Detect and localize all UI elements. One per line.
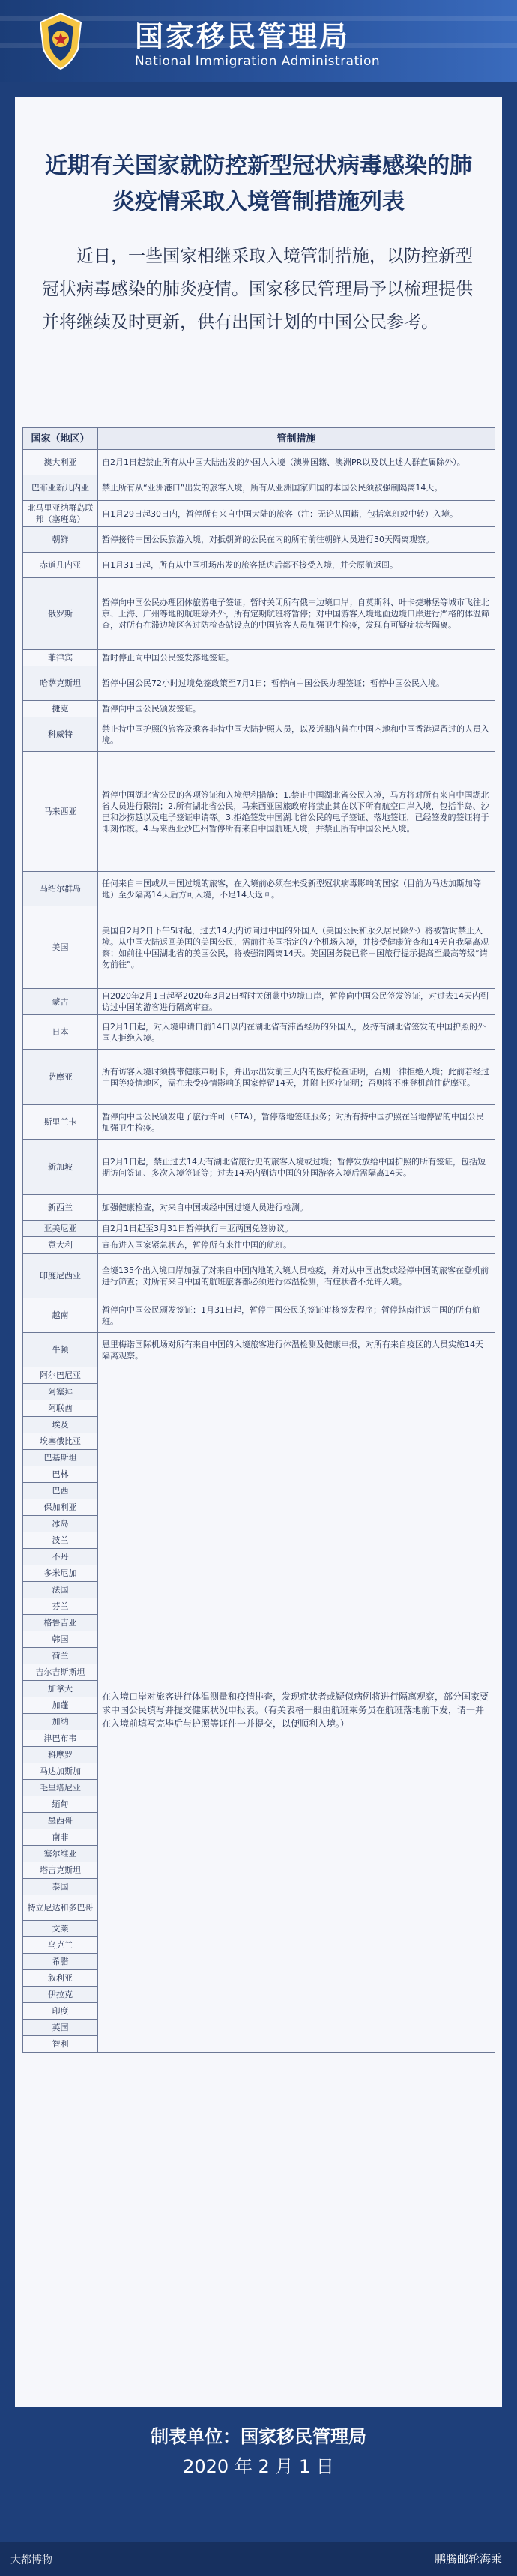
- table-row: [23, 666, 495, 701]
- table-row: [23, 752, 495, 872]
- bottom-bar: [0, 2542, 517, 2576]
- watermark-left: 大都博物: [10, 2554, 52, 2566]
- country-cell: 智利: [23, 2036, 98, 2053]
- measure-cell: 暂停向中国公民办理团体旅游电子签证；暂时关闭所有俄中边境口岸；自莫斯科、叶卡捷琳堡等城市飞往北京、上海、广州等地的航班除外外，所有定期航班将暂停；对中国游客入境地面边境口岸进行严格的体温筛查，对所有在滞边境区各过防检查站设点的中国旅客人员加强卫生检疫，发现有可疑症状者隔离。: [98, 578, 495, 650]
- measure-cell: 宣布进入国家紧急状态，暂停所有来往中国的航班。: [98, 1237, 495, 1254]
- country-cell: 希腊: [23, 1954, 98, 1970]
- country-cell: 萨摩亚: [23, 1050, 98, 1105]
- country-cell: 阿联酋: [23, 1400, 98, 1417]
- country-cell: 日本: [23, 1015, 98, 1050]
- measure-cell: 暂停向中国公民颁发签证。: [98, 701, 495, 717]
- country-cell: 南非: [23, 1829, 98, 1846]
- document-panel: [15, 97, 502, 2407]
- country-cell: 加蓬: [23, 1697, 98, 1714]
- country-cell: 朝鲜: [23, 527, 98, 553]
- intro-paragraph: 近日，一些国家相继采取入境管制措施，以防控新型冠状病毒感染的肺炎疫情。国家移民管理局予以梳理提供并将继续及时更新，供有出国计划的中国公民参考。: [42, 247, 473, 332]
- country-cell: 津巴布韦: [23, 1730, 98, 1747]
- footer: [0, 2422, 517, 2482]
- country-cell: 菲律宾: [23, 650, 98, 666]
- measure-cell: 加强健康检查，对来自中国或经中国过境人员进行检测。: [98, 1195, 495, 1221]
- country-cell: 阿尔巴尼亚: [23, 1367, 98, 1384]
- country-cell: 斯里兰卡: [23, 1105, 98, 1140]
- table-row: [23, 872, 495, 906]
- banner-subtitle: National Immigration Administration: [135, 54, 381, 69]
- country-cell: 芬兰: [23, 1598, 98, 1615]
- country-cell: 保加利亚: [23, 1499, 98, 1516]
- table-row: [23, 1298, 495, 1333]
- measures-table: [22, 427, 495, 2053]
- measure-cell: 暂时停止向中国公民签发落地签证。: [98, 650, 495, 666]
- country-cell: 塔吉克斯坦: [23, 1862, 98, 1879]
- measure-cell: 暂停接待中国公民旅游入境，对抵朝鲜的公民在内的所有前往朝鲜人员进行30天隔离观察。: [98, 527, 495, 553]
- country-cell: 波兰: [23, 1532, 98, 1549]
- country-cell: 新西兰: [23, 1195, 98, 1221]
- country-cell: 捷克: [23, 701, 98, 717]
- country-cell: 印度尼西亚: [23, 1254, 98, 1298]
- table-row: [23, 989, 495, 1015]
- table-row: [23, 1221, 495, 1237]
- country-cell: 科威特: [23, 717, 98, 752]
- table-body: [23, 450, 495, 2053]
- measure-cell: 恩里梅诺国际机场对所有来自中国的入境旅客进行体温检测及健康申报，对所有来自疫区的人员实施14天隔离观察。: [98, 1333, 495, 1367]
- country-cell: 荷兰: [23, 1648, 98, 1664]
- country-cell: 北马里亚纳群岛联邦（塞班岛）: [23, 501, 98, 527]
- country-cell: 巴西: [23, 1483, 98, 1499]
- country-cell: 哈萨克斯坦: [23, 666, 98, 701]
- country-cell: 泰国: [23, 1879, 98, 1895]
- country-cell: 澳大利亚: [23, 450, 98, 475]
- country-cell: 多米尼加: [23, 1565, 98, 1582]
- table-row: [23, 1237, 495, 1254]
- footer-unit: 制表单位：国家移民管理局: [151, 2426, 366, 2447]
- table-row: [23, 650, 495, 666]
- page-title: 近期有关国家就防控新型冠状病毒感染的肺炎疫情采取入境管制措施列表: [45, 153, 472, 215]
- country-cell: 特立尼达和多巴哥: [23, 1895, 98, 1921]
- country-cell: 韩国: [23, 1631, 98, 1648]
- country-cell: 巴基斯坦: [23, 1450, 98, 1466]
- header-banner: [0, 0, 517, 82]
- merged-measure-cell: 在入境口岸对旅客进行体温测量和疫情排查，发现症状者或疑似病例将进行隔离观察，部分国家要求中国公民填写并提交健康状况申报表。（有关表格一般由航班乘务员在航班落地前下发，请一并在入境前填写完毕后与护照等证件一并提交，以便顺利入境。）: [98, 1367, 495, 2053]
- table-row: [23, 501, 495, 527]
- country-cell: 乌克兰: [23, 1937, 98, 1954]
- table-row: [23, 450, 495, 475]
- measure-cell: 自2月1日起，禁止过去14天有湖北省旅行史的旅客入境或过境；暂停发放给中国护照的所有签证，包括短期访问签证、多次入境签证等；过去14天内到访中国的外国游客入境后需隔离14天。: [98, 1140, 495, 1195]
- measure-cell: 自2月1日起禁止所有从中国大陆出发的外国人入境（澳洲国籍、澳洲PR以及以上述人群直属除外）。: [98, 450, 495, 475]
- country-cell: 冰岛: [23, 1516, 98, 1532]
- country-cell: 新加坡: [23, 1140, 98, 1195]
- table-row: [23, 1333, 495, 1367]
- country-cell: 巴布亚新几内亚: [23, 475, 98, 501]
- measure-cell: 禁止持中国护照的旅客及乘客非持中国大陆护照人员，以及近期内曾在中国内地和中国香港逗留过的人员入境。: [98, 717, 495, 752]
- measure-cell: 暂停中国湖北省公民的各项签证和入境便利措施：1.禁止中国湖北省公民入境，马方将对所有来自中国湖北省人员进行限制；2.所有湖北省公民，马来西亚国旅政府将禁止其在以下所有航空口岸入境，包括半岛、沙巴和沙捞越以及电子签证申请等。3.拒绝签发中国湖北省公民的电子签证、落地签证，已经签发的签证将于即刻作废。4.马来西亚沙巴州暂停所有来自中国航班入境，并禁止所有中国公民入境。: [98, 752, 495, 872]
- country-cell: 法国: [23, 1582, 98, 1598]
- banner-title: 国家移民管理局: [135, 20, 351, 53]
- measure-cell: 禁止所有从“亚洲港口”出发的旅客入境，所有从亚洲国家归国的本国公民须被强制隔离14天。: [98, 475, 495, 501]
- measure-cell: 美国自2月2日下午5时起，过去14天内访问过中国的外国人（美国公民和永久居民除外）将被暂时禁止入境。从中国大陆返回美国的美国公民，需前往美国指定的7个机场入境，并接受健康筛查和14天自我隔离观察；如前往中国湖北省的美国公民，将被强制隔离14天。美国国务院已将中国旅行提示提高至最高等级“请勿前往”。: [98, 906, 495, 989]
- country-cell: 科摩罗: [23, 1747, 98, 1763]
- table-row: [23, 1367, 495, 1384]
- measure-cell: 暂停中国公民72小时过境免签政策至7月1日；暂停向中国公民办理签证；暂停中国公民入境。: [98, 666, 495, 701]
- table-row: [23, 527, 495, 553]
- country-cell: 格鲁吉亚: [23, 1615, 98, 1631]
- table-row: [23, 1254, 495, 1298]
- measure-cell: 任何来自中国或从中国过境的旅客，在入境前必须在未受新型冠状病毒影响的国家（目前为马达加斯加等地）至少隔离14天后方可入境，不足14天返回。: [98, 872, 495, 906]
- immigration-emblem-icon: [34, 10, 87, 70]
- country-cell: 蒙古: [23, 989, 98, 1015]
- country-cell: 文莱: [23, 1921, 98, 1937]
- country-cell: 吉尔吉斯斯坦: [23, 1664, 98, 1681]
- table-row: [23, 578, 495, 650]
- table-row: [23, 717, 495, 752]
- table-row: [23, 1050, 495, 1105]
- table-row: [23, 553, 495, 578]
- measure-cell: 自2月1日起至3月31日暂停执行中亚两国免签协议。: [98, 1221, 495, 1237]
- country-cell: 伊拉克: [23, 1987, 98, 2003]
- table-row: [23, 1015, 495, 1050]
- country-cell: 俄罗斯: [23, 578, 98, 650]
- country-cell: 印度: [23, 2003, 98, 2020]
- country-cell: 巴林: [23, 1466, 98, 1483]
- country-cell: 英国: [23, 2020, 98, 2036]
- table-row: [23, 1195, 495, 1221]
- country-cell: 马来西亚: [23, 752, 98, 872]
- measure-cell: 所有访客入境时须携带健康声明卡，并出示出发前三天内的医疗检查证明，否则一律拒绝入境；此前若经过中国等疫情地区，需在未受疫情影响的国家停留14天，并附上医疗证明；否则将不准登机前往萨摩亚。: [98, 1050, 495, 1105]
- country-cell: 牛顿: [23, 1333, 98, 1367]
- country-cell: 加拿大: [23, 1681, 98, 1697]
- measure-cell: 全境135个出入境口岸加强了对来自中国内地的入境人员检疫，并对从中国出发或经停中国的旅客在登机前进行筛查；对所有来自中国的航班旅客都必须进行体温检测，有症状者不允许入境。: [98, 1254, 495, 1298]
- country-cell: 不丹: [23, 1549, 98, 1565]
- country-cell: 墨西哥: [23, 1813, 98, 1829]
- country-cell: 加纳: [23, 1714, 98, 1730]
- table-row: [23, 1105, 495, 1140]
- measure-cell: 自1月29日起30日内，暂停所有来自中国大陆的旅客（注：无论从国籍，包括塞班或中转）入境。: [98, 501, 495, 527]
- table-row: [23, 1140, 495, 1195]
- country-cell: 赤道几内亚: [23, 553, 98, 578]
- country-cell: 埃塞俄比亚: [23, 1433, 98, 1450]
- country-cell: 马绍尔群岛: [23, 872, 98, 906]
- country-cell: 缅甸: [23, 1796, 98, 1813]
- measure-cell: 自2月1日起，对入境申请日前14日以内在湖北省有滞留经历的外国人，及持有湖北省签发的中国护照的外国人拒绝入境。: [98, 1015, 495, 1050]
- measure-cell: 自1月31日起，所有从中国机场出发的旅客抵达后都不接受入境，并会原航返回。: [98, 553, 495, 578]
- watermark-right: 鹏腾邮轮海乘: [434, 2552, 502, 2566]
- column-header-country: 国家（地区）: [23, 428, 98, 450]
- country-cell: 意大利: [23, 1237, 98, 1254]
- country-cell: 埃及: [23, 1417, 98, 1433]
- country-cell: 毛里塔尼亚: [23, 1780, 98, 1796]
- column-header-measures: 管制措施: [98, 428, 495, 450]
- measure-cell: 暂停向中国公民颁发电子旅行许可（ETA），暂停落地签证服务；对所有持中国护照在当地停留的中国公民加强卫生检疫。: [98, 1105, 495, 1140]
- country-cell: 马达加斯加: [23, 1763, 98, 1780]
- country-cell: 亚美尼亚: [23, 1221, 98, 1237]
- country-cell: 阿塞拜: [23, 1384, 98, 1400]
- footer-date: 2020 年 2 月 1 日: [183, 2456, 334, 2477]
- table-row: [23, 701, 495, 717]
- country-cell: 美国: [23, 906, 98, 989]
- table-row: [23, 906, 495, 989]
- measure-cell: 暂停向中国公民颁发签证：1月31日起，暂停中国公民的签证审核签发程序；暂停越南往返中国的所有航班。: [98, 1298, 495, 1333]
- measure-cell: 自2020年2月1日起至2020年3月2日暂时关闭蒙中边境口岸，暂停向中国公民签发签证，对过去14天内到访过中国的游客进行隔离审查。: [98, 989, 495, 1015]
- country-cell: 塞尔维亚: [23, 1846, 98, 1862]
- country-cell: 叙利亚: [23, 1970, 98, 1987]
- table-row: [23, 475, 495, 501]
- country-cell: 越南: [23, 1298, 98, 1333]
- table-header-row: [23, 428, 495, 450]
